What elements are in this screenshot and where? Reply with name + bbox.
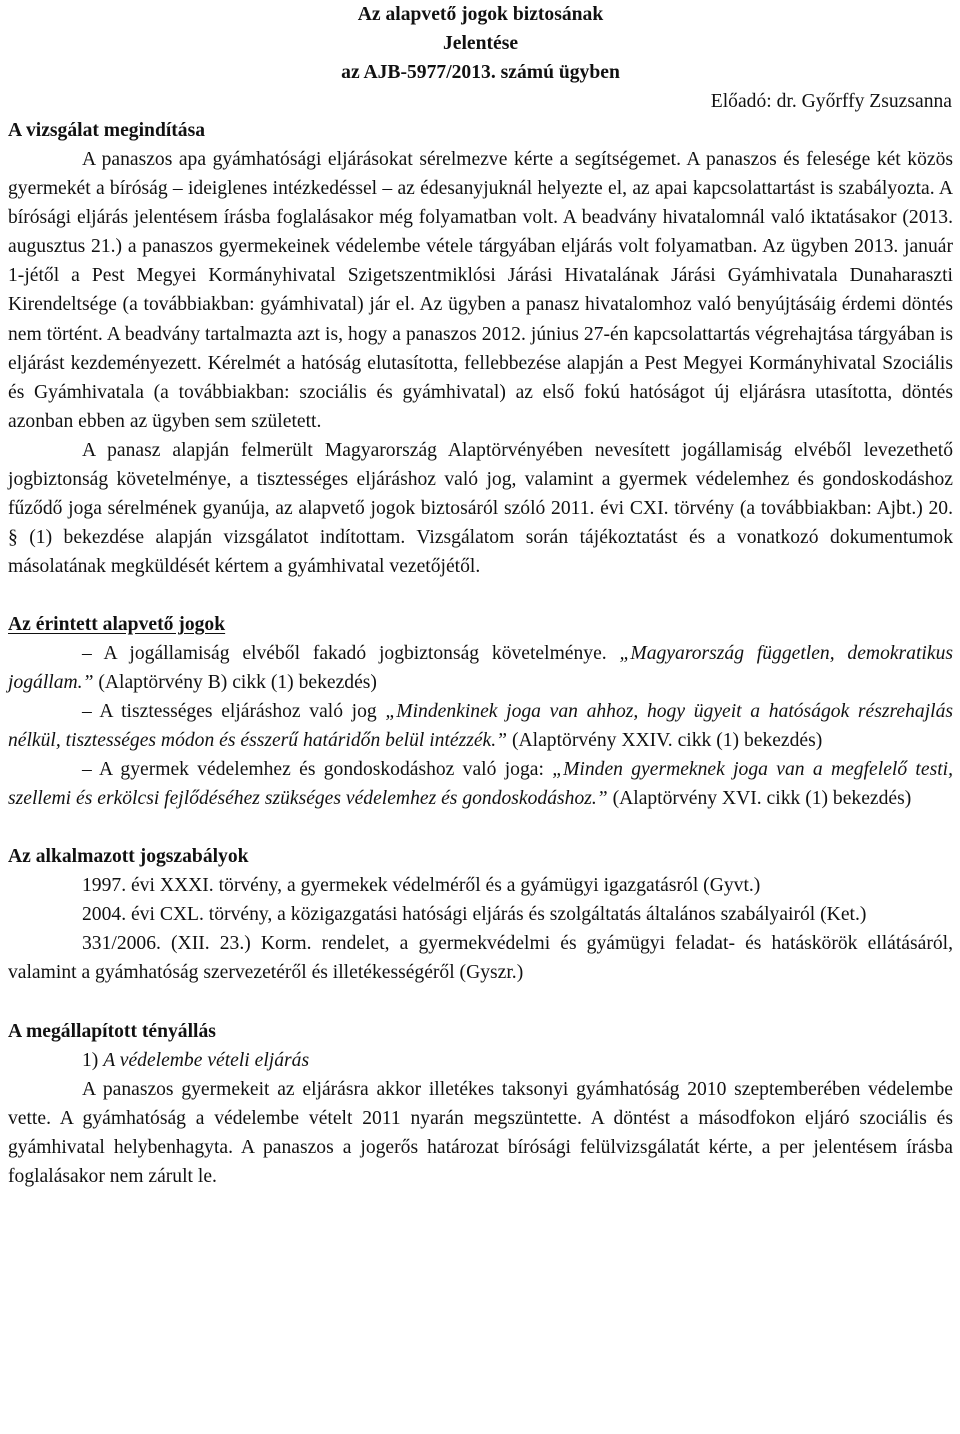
dash-marker: – [82,701,92,723]
spacer [8,581,953,610]
section-heading-laws: Az alkalmazott jogszabályok [8,846,249,868]
section-heading-investigation: A vizsgálat megindítása [8,120,206,142]
rights-item-text: A tisztességes eljáráshoz való jog [91,701,386,723]
title-line-3: az AJB-5977/2013. számú ügyben [341,62,620,84]
title-line-2: Jelentése [442,33,519,55]
section-heading-facts: A megállapított tényállás [8,1020,216,1042]
paragraph-investigation-2: A panasz alapján felmerült Magyarország Alaptörvényében nevesített jogállamiság elvéből levezethető jogbiztonság követelménye, a tisztességes eljáráshoz való jog, valamint a gyermek védelemhez és gondoskodáshoz fűződő joga sérelmének gyanúja, az alapvető jogok biztosáról szóló 2011. évi CXI. törvény (a továbbiakban: Ajbt.) 20. § (1) bekezdése alapján vizsgálatot indítottam. Vizsgálatom során tájékoztatást és a vonatkozó dokumentumok másolatának megküldését kértem a gyámhivatal vezetőjétől. [8,439,953,577]
facts-subheading [8,1046,953,1075]
law-item: 2004. évi CXL. törvény, a közigazgatási hatósági eljárás és szolgáltatás általános szabályairól (Ket.) [82,904,867,926]
rights-item-quote: „Magyarország független, demokratikus jogállam.” [8,642,953,694]
rights-item-text: A jogállamiság elvéből fakadó jogbiztonság követelménye. [91,642,620,664]
dash-marker: – [82,642,92,664]
law-item: 1997. évi XXXI. törvény, a gyermekek védelméről és a gyámügyi igazgatásról (Gyvt.) [82,875,761,897]
rights-item [8,755,953,813]
rights-item-text: A gyermek védelemhez és gondoskodáshoz való joga: [91,759,553,781]
rights-item-ref: (Alaptörvény B) cikk (1) bekezdés) [93,672,377,694]
rights-item-ref: (Alaptörvény XVI. cikk (1) bekezdés) [607,788,912,810]
rights-item-quote: „Mindenkinek joga van ahhoz, hogy ügyeit a hatóságok részrehajlás nélkül, tisztességes módon és ésszerű határidőn belül intézzék.” [8,701,954,752]
paragraph-facts: A panaszos gyermekeit az eljárásra akkor illetékes taksonyi gyámhatóság 2010 szeptemberében védelembe vette. A gyámhatóság a védelembe vételt 2011 nyarán megszüntette. A döntést a másodfokon eljáró szociális és gyámhivatal helybenhagyta. A panaszos a jogerős határozat bírósági felülvizsgálatát kérte, a per jelentésem írásba foglalásakor nem zárult le. [8,1078,953,1187]
title-line-1: Az alapvető jogok biztosának [357,4,604,25]
rights-item [8,639,953,697]
rights-item-quote: „Minden gyermeknek joga van a megfelelő testi, szellemi és erkölcsi fejlődéséhez szükséges védelemhez és gondoskodáshoz.” [8,759,953,810]
rights-item-ref: (Alaptörvény XXIV. cikk (1) bekezdés) [507,730,823,752]
facts-sub-title: A védelembe vételi eljárás [103,1049,310,1071]
presenter-line: Előadó: dr. Győrffy Zsuzsanna [710,91,952,113]
law-item: 331/2006. (XII. 23.) Korm. rendelet, a gyermekvédelmi és gyámügyi feladat- és hatáskörök ellátásáról, valamint a gyámhatóság szervezetéről és illetékességéről (Gyszr.) [8,933,953,984]
section-heading-rights: Az érintett alapvető jogok [8,613,226,635]
facts-sub-number: 1) [82,1049,104,1071]
spacer [8,988,953,1017]
dash-marker: – [82,759,92,781]
rights-item [8,697,953,755]
spacer [8,813,953,842]
paragraph-investigation-1: A panaszos apa gyámhatósági eljárásokat sérelmezve kérte a segítségemet. A panaszos és felesége két közös gyermekét a bíróság – ideiglenes intézkedéssel – az édesanyjuknál helyezte el, az apai kapcsolattartást is szabályozta. A bírósági eljárás jelentésem írásba foglalásakor még folyamatban volt. A beadvány hivatalomnál való iktatásakor (2013. augusztus 21.) a panaszos gyermekeinek védelembe vétele tárgyában eljárás volt folyamatban. Az ügyben 2013. január 1-jétől a Pest Megyei Kormányhivatal Szigetszentmiklósi Járási Hivatalának Járási Gyámhivatala Dunaharaszti Kirendeltsége (a továbbiakban: gyámhivatal) jár el. Az ügyben a panasz hivatalomhoz való benyújtásáig érdemi döntés nem történt. A beadvány tartalmazta azt is, hogy a panaszos 2012. június 27-én kapcsolattartás végrehajtása tárgyában is eljárást kezdeményezett. Kérelmét a hatóság elutasította, fellebbezése alapján a Pest Megyei Kormányhivatal Szociális és Gyámhivatala (a továbbiakban: szociális és gyámhivatal) az első fokú hatóságot új eljárásra utasította, döntés azonban ebben az ügyben sem született. [8,149,953,432]
document-title [8,0,953,87]
